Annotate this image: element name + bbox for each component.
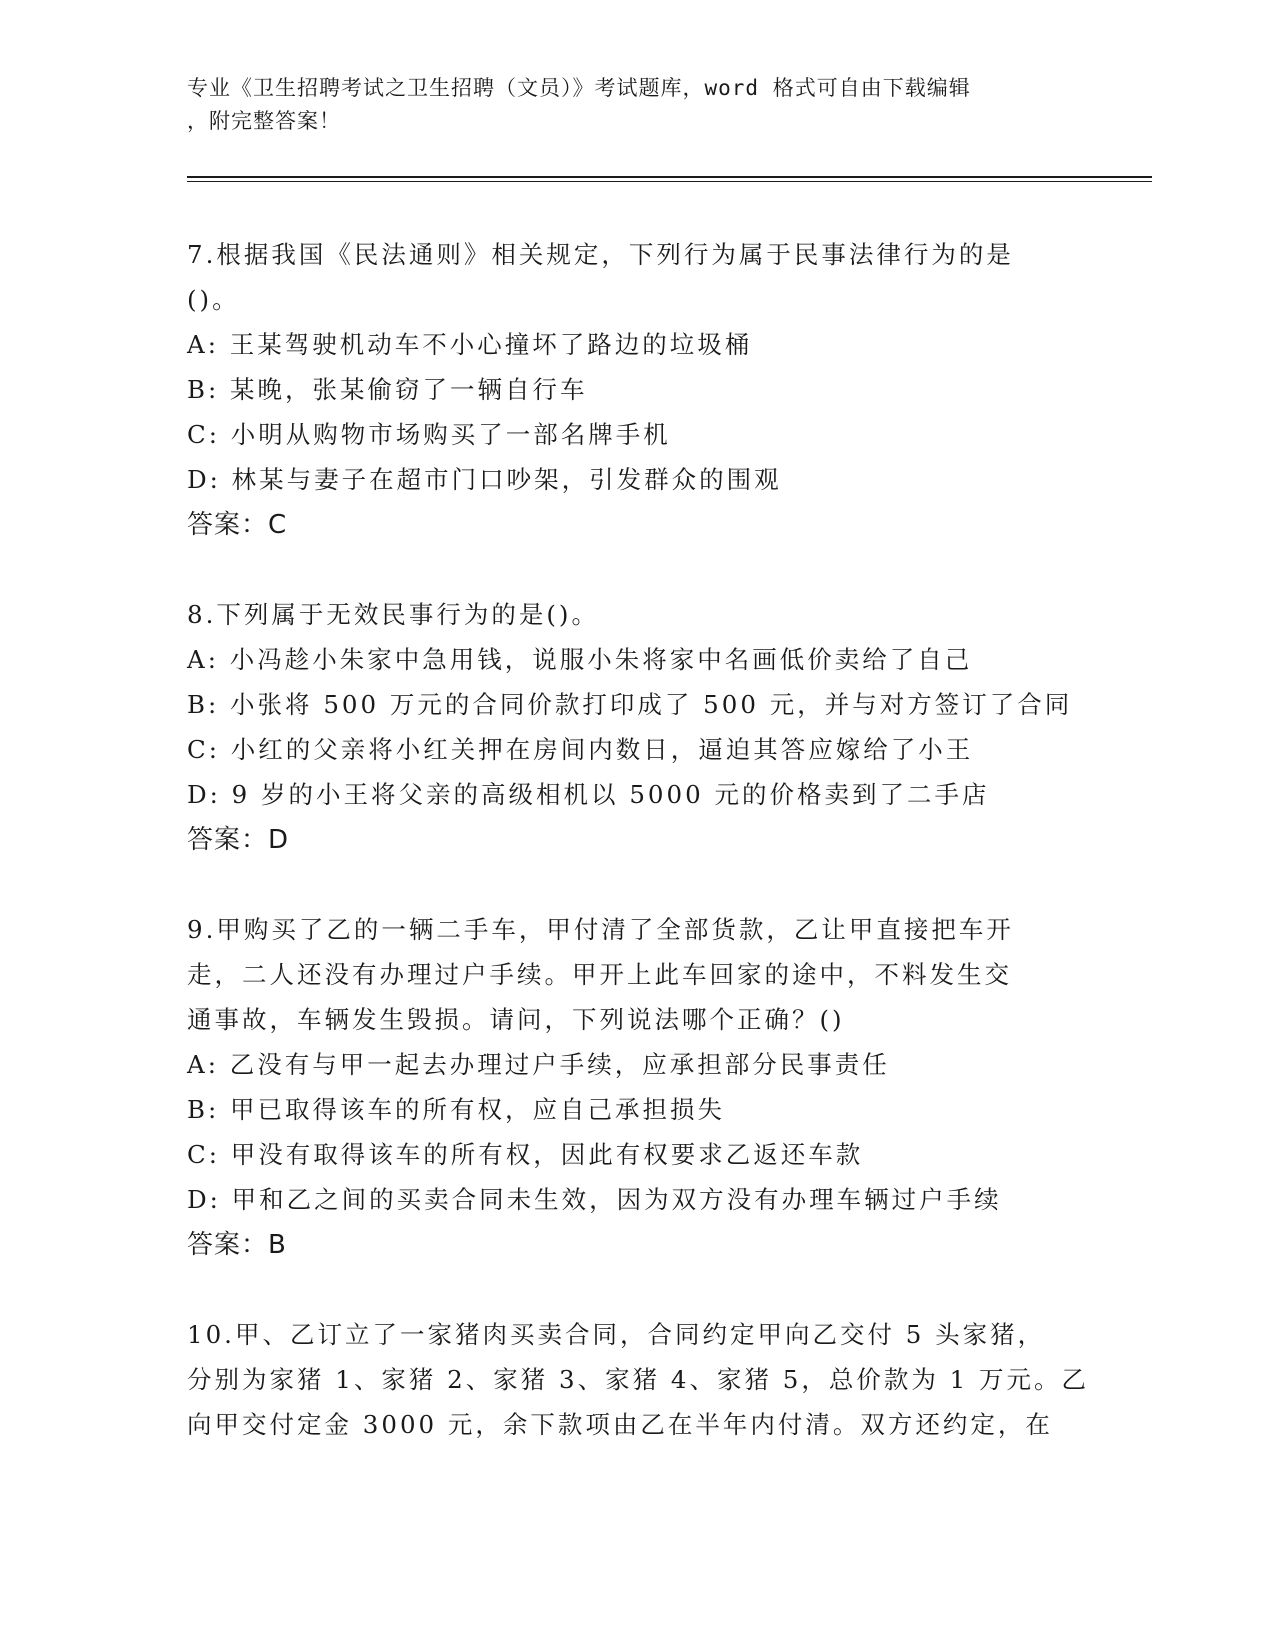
option-c: C: 小红的父亲将小红关押在房间内数日，逼迫其答应嫁给了小王 [187,735,974,764]
question-stem-line: 向甲交付定金 3000 元，余下款项由乙在半年内付清。双方还约定，在 [187,1410,1053,1439]
option-a: A: 小冯趁小朱家中急用钱，说服小朱将家中名画低价卖给了自己 [187,645,973,674]
option-a: A: 乙没有与甲一起去办理过户手续，应承担部分民事责任 [187,1050,890,1079]
question-7 [187,232,1087,548]
question-10 [187,1312,1090,1447]
question-8 [187,592,1087,863]
header-divider [187,176,1152,182]
option-b: B: 某晚，张某偷窃了一辆自行车 [187,375,588,404]
option-c: C: 甲没有取得该车的所有权，因此有权要求乙返还车款 [187,1140,864,1169]
question-stem-line: ()。 [187,285,240,314]
option-d: D: 林某与妻子在超市门口吵架，引发群众的围观 [187,465,782,494]
option-b: B: 小张将 500 万元的合同价款打印成了 500 元，并与对方签订了合同 [187,690,1073,719]
question-9 [187,907,1087,1268]
answer-line: 答案：D [187,825,290,855]
question-stem-line: 8.下列属于无效民事行为的是()。 [187,600,599,629]
question-stem-line: 10.甲、乙订立了一家猪肉买卖合同，合同约定甲向乙交付 5 头家猪， [187,1320,1046,1349]
option-d: D: 甲和乙之间的买卖合同未生效，因为双方没有办理车辆过户手续 [187,1185,1002,1214]
option-d: D: 9 岁的小王将父亲的高级相机以 5000 元的价格卖到了二手店 [187,780,990,809]
option-a: A: 王某驾驶机动车不小心撞坏了路边的垃圾桶 [187,330,753,359]
option-c: C: 小明从购物市场购买了一部名牌手机 [187,420,671,449]
question-stem-line: 分别为家猪 1、家猪 2、家猪 3、家猪 4、家猪 5，总价款为 1 万元。乙 [187,1365,1090,1394]
document-header [187,72,1087,138]
header-line-2: ，附完整答案！ [187,109,341,133]
question-list [187,232,1090,1491]
question-stem-line: 通事故，车辆发生毁损。请问，下列说法哪个正确？() [187,1005,845,1034]
question-stem-line: 7.根据我国《民法通则》相关规定，下列行为属于民事法律行为的是 [187,240,1014,269]
answer-line: 答案：C [187,510,288,540]
answer-line: 答案：B [187,1230,287,1260]
question-stem-line: 走，二人还没有办理过户手续。甲开上此车回家的途中，不料发生交 [187,960,1012,989]
question-stem-line: 9.甲购买了乙的一辆二手车，甲付清了全部货款，乙让甲直接把车开 [187,915,1014,944]
option-b: B: 甲已取得该车的所有权，应自己承担损失 [187,1095,726,1124]
header-line-1: 专业《卫生招聘考试之卫生招聘（文员）》考试题库，word 格式可自由下载编辑 [187,76,971,100]
